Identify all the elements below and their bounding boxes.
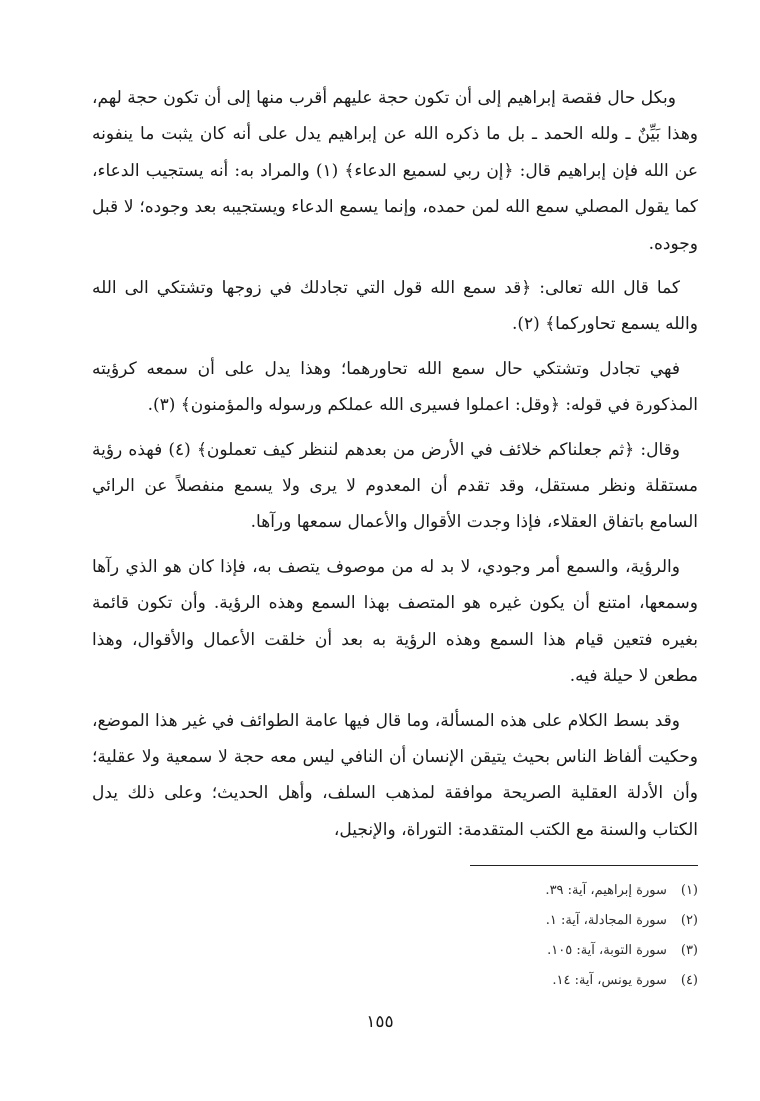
paragraph: وقال: ﴿ثم جعلناكم خلائف في الأرض من بعدهم لننظر كيف تعملون﴾ (٤) فهذه رؤية مستقلة ونظر مستقل، وقد تقدم أن المعدوم لا يرى ولا يسمع منفصلاً عن الرائي السامع باتفاق العقلاء، فإذا وجدت الأقوال والأعمال سمعها ورآها. <box>92 439 698 533</box>
footnote-number: (١) <box>680 883 698 898</box>
paragraph: وقد بسط الكلام على هذه المسألة، وما قال فيها عامة الطوائف في غير هذا الموضع، وحكيت ألفاظ الناس بحيث يتيقن الإنسان أن النافي ليس معه حجة لا سمعية ولا عقلية؛ وأن الأدلة العقلية الصريحة موافقة لمذهب السلف، وأهل الحديث؛ وعلى ذلك يدل الكتاب والسنة مع الكتب المتقدمة: التوراة، والإنجيل، <box>92 710 698 840</box>
footnote <box>398 938 698 964</box>
footnotes <box>398 878 698 998</box>
page-number: ١٥٥ <box>366 1012 394 1032</box>
footnote <box>398 878 698 904</box>
footnote-text: سورة التوبة، آية: ١٠٥. <box>547 943 667 958</box>
footnote-text: سورة إبراهيم، آية: ٣٩. <box>545 883 667 898</box>
footnote-text: سورة يونس، آية: ١٤. <box>552 973 667 988</box>
footnote <box>398 908 698 934</box>
paragraph: كما قال الله تعالى: ﴿قد سمع الله قول التي تجادلك في زوجها وتشتكي الى الله والله يسمع تحاوركما﴾ (٢). <box>92 278 698 335</box>
paragraph: والرؤية، والسمع أمر وجودي، لا بد له من موصوف يتصف به، فإذا كان هو الذي رآها وسمعها، امتنع أن يكون غيره هو المتصف بهذا السمع وهذه الرؤية. وأن تكون قائمة بغيره فتعين قيام هذا السمع وهذه الرؤية به بعد أن خلقت الأعمال والأقوال، وهذا مطعن لا حيلة فيه. <box>92 556 698 687</box>
paragraph: وبكل حال فقصة إبراهيم إلى أن تكون حجة عليهم أقرب منها إلى أن تكون حجة لهم، وهذا بَيِّنٌ ـ ولله الحمد ـ بل ما ذكره الله عن إبراهيم يدل على أنه كان يثبت ما ينفونه عن الله فإن إبراهيم قال: ﴿إن ربي لسميع الدعاء﴾ (١) والمراد به: أنه يستجيب الدعاء، كما يقول المصلي سمع الله لمن حمده، وإنما يسمع الدعاء ويستجيبه بعد وجوده؛ لا قبل وجوده. <box>92 88 698 254</box>
paragraph: فهي تجادل وتشتكي حال سمع الله تحاورهما؛ وهذا يدل على أن سمعه كرؤيته المذكورة في قوله: ﴿وقل: اعملوا فسيرى الله عملكم ورسوله والمؤمنون﴾ (٣). <box>92 358 698 416</box>
main-text <box>92 80 698 856</box>
footnote-text: سورة المجادلة، آية: ١. <box>545 913 667 928</box>
footnote-number: (٣) <box>680 943 698 958</box>
footnote-divider <box>470 865 698 866</box>
footnote <box>398 968 698 994</box>
footnote-number: (٢) <box>680 913 698 928</box>
footnote-number: (٤) <box>680 973 698 988</box>
